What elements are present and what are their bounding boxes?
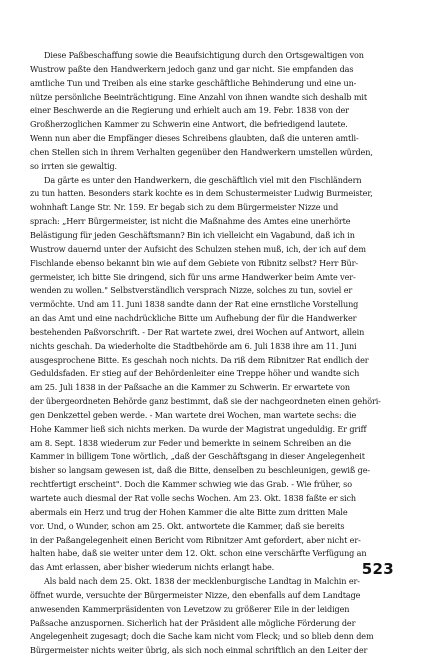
text-line: gen Denkzettel geben werde. - Man wartete drei Wochen, man wartete sechs: die (30, 409, 357, 420)
text-line: zu tun hatten. Besonders stark kochte es in dem Schustermeister Ludwig Burmeister, (30, 188, 373, 199)
text-line: sprach: „Herr Bürgermeister, ist nicht die Maßnahme des Amtes eine unerhörte (30, 216, 351, 227)
text-line: am 8. Sept. 1838 wiederum zur Feder und bemerkte in seinem Schreiben an die (30, 437, 351, 448)
text-line: Diese Paßbeschaffung sowie die Beaufsichtigung durch den Ortsgewaltigen von (44, 50, 364, 60)
text-line: vermöchte. Und am 11. Juni 1838 sandte dann der Rat eine ernstliche Vorstellung (30, 299, 359, 310)
text-line: Wustrow dauernd unter der Aufsicht des Schulzen stehen muß, ich, der ich auf dem (30, 243, 366, 254)
text-line: Großherzoglichen Kammer zu Schwerin eine Antwort, die befriedigend lautete. (30, 119, 348, 130)
text-line: Belästigung für jeden Geschäftsmann? Bin ich vielleicht ein Vagabund, daß ich in (30, 229, 355, 240)
text-line: Wenn nun aber die Empfänger dieses Schreibens glaubten, daß die unteren amtli- (30, 133, 359, 144)
text-line: germeister, ich bitte Sie dringend, sich für uns arme Handwerker beim Amte ver- (30, 271, 356, 282)
text-line: anwesenden Kammerpräsidenten von Levetzow zu größerer Eile in der leidigen (30, 603, 350, 614)
text-line: abermals ein Herz und trug der Hohen Kammer die alte Bitte zum dritten Male (30, 506, 348, 517)
text-line: amtliche Tun und Treiben als eine starke geschäftliche Behinderung und eine un- (30, 77, 357, 88)
text-line: nichts geschah. Da wiederholte die Stadtbehörde am 6. Juli 1838 ihre am 11. Juni (30, 340, 357, 351)
text-line: vor. Und, o Wunder, schon am 25. Okt. antwortete die Kammer, daß sie bereits (30, 520, 345, 531)
text-line: an das Amt und eine nachdrückliche Bitte um Aufhebung der für die Handwerker (30, 313, 357, 324)
text-line: Hohe Kammer ließ sich nichts merken. Da wurde der Magistrat ungeduldig. Er griff (30, 423, 367, 434)
text-line: am 25. Juli 1838 in der Paßsache an die Kammer zu Schwerin. Er erwartete von (30, 382, 350, 393)
text-line: einer Beschwerde an die Regierung und erhielt auch am 19. Febr. 1838 von der (30, 105, 349, 116)
text-line: wartete auch diesmal der Rat volle sechs Wochen. Am 23. Okt. 1838 faßte er sich (30, 493, 357, 503)
text-line: Angelegenheit zugesagt; doch die Sache kam nicht vom Fleck; und so blieb denn dem (30, 631, 374, 642)
text-line: Kammer in billigem Tone wörtlich, „daß der Geschäftsgang in dieser Angelegenheit (30, 451, 365, 462)
text-line: öffnet wurde, versuchte der Bürgermeister Nizze, den ebenfalls auf dem Landtage (30, 589, 361, 600)
text-line: bestehenden Paßvorschrift. - Der Rat wartete zwei, drei Wochen auf Antwort, allein (30, 326, 365, 337)
text-line: wohnhaft Lange Str. Nr. 159. Er begab sich zu dem Bürgermeister Nizze und (30, 202, 339, 213)
text-line: halten habe, daß sie weiter unter dem 12. Okt. schon eine verschärfte Verfügung an (30, 548, 367, 559)
text-line: rechtfertigt erscheint". Doch die Kammer schwieg wie das Grab. - Wie früher, so (30, 479, 352, 490)
text-line: Bürgermeister nichts weiter übrig, als sich noch einmal schriftlich an den Leiter der (30, 645, 368, 656)
text-line: so irrten sie gewaltig. (30, 160, 118, 171)
page-number: 523 (361, 560, 394, 578)
text-line: Paßsache anzuspornen. Sicherlich hat der Präsident alle mögliche Förderung der (30, 617, 356, 628)
text-line: nütze persönliche Beeinträchtigung. Eine Anzahl von ihnen wandte sich deshalb mit (30, 91, 368, 102)
text-line: Fischlande ebenso bekannt bin wie auf dem Gebiete von Ribnitz selbst? Herr Bür- (30, 257, 358, 268)
body-text (30, 49, 396, 658)
text-line: das Amt erlassen, aber bisher wiederum nichts erlangt habe. (30, 562, 275, 573)
text-line: Als bald nach dem 25. Okt. 1838 der mecklenburgische Landtag in Malchin er- (44, 576, 360, 587)
text-line: der übergeordneten Behörde ganz bestimmt, daß sie der nachgeordneten einen gehöri- (30, 396, 381, 407)
text-line: ausgesprochene Bitte. Es geschah noch nichts. Da riß dem Ribnitzer Rat endlich der (30, 354, 369, 365)
text-line: Geduldsfaden. Er stieg auf der Behördenleiter eine Treppe höher und wandte sich (30, 368, 360, 379)
text-line: Wustrow paßte den Handwerkern jedoch ganz und gar nicht. Sie empfanden das (30, 63, 354, 74)
text-line: bisher so langsam gewesen ist, daß die Bitte, denselben zu beschleunigen, gewiß ge- (30, 465, 370, 476)
text-line: Da gärte es unter den Handwerkern, die geschäftlich viel mit den Fischländern (44, 174, 362, 185)
text-line: in der Paßangelegenheit einen Bericht vom Ribnitzer Amt gefordert, aber nicht er- (30, 534, 361, 545)
text-line: chen Stellen sich in ihrem Verhalten gegenüber den Handwerkern umstellen würden, (30, 146, 373, 157)
text-line: wenden zu wollen." Selbstverständlich versprach Nizze, solches zu tun, soviel er (30, 285, 353, 296)
